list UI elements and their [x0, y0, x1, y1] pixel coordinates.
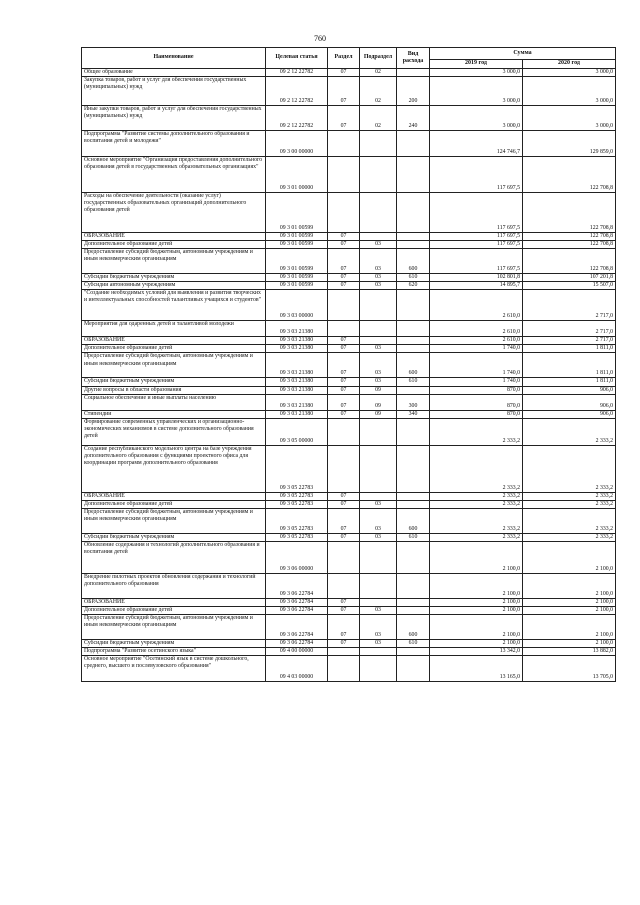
cell-expense-type: [397, 157, 430, 193]
header-name: Наименование: [82, 48, 266, 69]
cell-expense-type: 610: [397, 533, 430, 541]
header-sum: Сумма: [430, 48, 616, 60]
cell-section: 07: [328, 241, 360, 249]
cell-section: 07: [328, 337, 360, 345]
cell-target-article: 09 3 01 00599: [266, 233, 328, 241]
cell-sum-2020: 122 708,8: [523, 193, 616, 233]
cell-expense-type: [397, 193, 430, 233]
cell-name: ОБРАЗОВАНИЕ: [82, 337, 266, 345]
cell-sum-2019: 870,0: [430, 394, 523, 410]
cell-target-article: 09 3 01 00599: [266, 241, 328, 249]
cell-subsection: 03: [360, 249, 397, 274]
table-row: [82, 353, 616, 378]
cell-sum-2019: 117 697,5: [430, 249, 523, 274]
cell-sum-2019: 2 333,2: [430, 445, 523, 492]
cell-expense-type: 600: [397, 614, 430, 639]
cell-sum-2020: 2 717,0: [523, 290, 616, 321]
cell-sum-2020: 906,0: [523, 410, 616, 418]
cell-expense-type: 600: [397, 353, 430, 378]
cell-name: Предоставление субсидий бюджетным, автономным учреждениям и иным некоммерческим организациям: [82, 614, 266, 639]
cell-subsection: [360, 656, 397, 682]
cell-target-article: 09 3 01 00599: [266, 274, 328, 282]
cell-sum-2019: 3 000,0: [430, 69, 523, 77]
cell-sum-2020: 1 811,0: [523, 378, 616, 386]
cell-sum-2019: 117 697,5: [430, 241, 523, 249]
cell-section: 07: [328, 282, 360, 290]
cell-subsection: [360, 598, 397, 606]
cell-expense-type: [397, 445, 430, 492]
cell-subsection: 09: [360, 394, 397, 410]
cell-name: Закупка товаров, работ и услуг для обеспечения государственных (муниципальных) нужд: [82, 77, 266, 106]
table-row: [82, 282, 616, 290]
cell-sum-2019: 2 100,0: [430, 573, 523, 598]
cell-target-article: 09 4 03 00000: [266, 656, 328, 682]
cell-name: Расходы на обеспечение деятельности (оказание услуг) государственных образовательных организаций дополнительного образования детей: [82, 193, 266, 233]
cell-sum-2020: 15 507,0: [523, 282, 616, 290]
cell-expense-type: [397, 345, 430, 353]
cell-subsection: 02: [360, 77, 397, 106]
cell-expense-type: 340: [397, 410, 430, 418]
table-row: [82, 77, 616, 106]
cell-sum-2019: 870,0: [430, 410, 523, 418]
header-expense-type: Вид расхода: [397, 48, 430, 69]
header-section: Раздел: [328, 48, 360, 69]
cell-sum-2020: 107 201,8: [523, 274, 616, 282]
cell-section: 07: [328, 492, 360, 500]
cell-section: 07: [328, 614, 360, 639]
cell-sum-2019: 2 100,0: [430, 541, 523, 573]
cell-sum-2020: 13 705,0: [523, 656, 616, 682]
cell-target-article: 09 3 03 21380: [266, 386, 328, 394]
cell-subsection: [360, 573, 397, 598]
cell-section: 07: [328, 639, 360, 647]
cell-name: Субсидии бюджетным учреждениям: [82, 533, 266, 541]
table-row: [82, 445, 616, 492]
cell-sum-2020: 122 708,8: [523, 157, 616, 193]
table-row: [82, 410, 616, 418]
cell-sum-2019: 117 697,5: [430, 157, 523, 193]
cell-subsection: 09: [360, 386, 397, 394]
cell-subsection: [360, 337, 397, 345]
table-row: [82, 321, 616, 337]
cell-sum-2019: 124 746,7: [430, 131, 523, 157]
table-row: [82, 418, 616, 445]
cell-expense-type: [397, 648, 430, 656]
cell-sum-2019: 2 333,2: [430, 508, 523, 533]
cell-target-article: 09 3 03 21380: [266, 353, 328, 378]
cell-section: 07: [328, 606, 360, 614]
cell-sum-2019: 2 100,0: [430, 614, 523, 639]
cell-name: ОБРАЗОВАНИЕ: [82, 492, 266, 500]
cell-target-article: 09 3 05 22783: [266, 508, 328, 533]
cell-sum-2020: 3 000,0: [523, 106, 616, 131]
cell-target-article: 09 3 06 22784: [266, 606, 328, 614]
cell-name: Стипендии: [82, 410, 266, 418]
cell-expense-type: 240: [397, 106, 430, 131]
cell-sum-2020: 2 100,0: [523, 541, 616, 573]
cell-name: Основное мероприятие "Осетинский язык в системе дошкольного, среднего, высшего и послевузовского образования": [82, 656, 266, 682]
cell-subsection: [360, 492, 397, 500]
cell-section: 07: [328, 410, 360, 418]
cell-section: 07: [328, 394, 360, 410]
table-row: [82, 508, 616, 533]
cell-sum-2019: 2 100,0: [430, 639, 523, 647]
cell-target-article: 09 2 12 22782: [266, 106, 328, 131]
cell-expense-type: [397, 337, 430, 345]
cell-sum-2020: 13 882,0: [523, 648, 616, 656]
cell-subsection: [360, 131, 397, 157]
cell-sum-2019: 2 333,2: [430, 492, 523, 500]
cell-expense-type: [397, 131, 430, 157]
cell-expense-type: [397, 606, 430, 614]
cell-subsection: [360, 321, 397, 337]
cell-expense-type: 600: [397, 249, 430, 274]
cell-section: 07: [328, 77, 360, 106]
cell-sum-2019: 3 000,0: [430, 77, 523, 106]
cell-expense-type: 610: [397, 378, 430, 386]
cell-subsection: 03: [360, 274, 397, 282]
header-year-2019: 2019 год: [430, 60, 523, 69]
cell-subsection: 03: [360, 282, 397, 290]
cell-sum-2020: 2 100,0: [523, 614, 616, 639]
cell-sum-2019: 117 697,5: [430, 233, 523, 241]
cell-name: Дополнительное образование детей: [82, 345, 266, 353]
cell-sum-2020: 2 333,2: [523, 492, 616, 500]
cell-expense-type: 610: [397, 274, 430, 282]
cell-section: [328, 321, 360, 337]
table-row: [82, 492, 616, 500]
table-row: [82, 157, 616, 193]
cell-sum-2020: 2 333,2: [523, 533, 616, 541]
cell-target-article: 09 3 01 00000: [266, 157, 328, 193]
cell-name: Внедрение пилотных проектов обновления содержания и технологий дополнительного образования: [82, 573, 266, 598]
cell-target-article: 09 4 00 00000: [266, 648, 328, 656]
cell-sum-2020: 2 717,0: [523, 321, 616, 337]
cell-subsection: 03: [360, 614, 397, 639]
cell-target-article: 09 3 05 22783: [266, 500, 328, 508]
table-row: [82, 241, 616, 249]
cell-expense-type: [397, 598, 430, 606]
cell-sum-2020: 2 333,2: [523, 508, 616, 533]
cell-target-article: 09 3 01 00599: [266, 282, 328, 290]
cell-sum-2020: 2 717,0: [523, 337, 616, 345]
cell-subsection: 02: [360, 106, 397, 131]
cell-name: Мероприятия для одаренных детей и талантливой молодежи: [82, 321, 266, 337]
table-row: [82, 290, 616, 321]
cell-subsection: 09: [360, 410, 397, 418]
cell-sum-2019: 2 100,0: [430, 598, 523, 606]
cell-section: [328, 418, 360, 445]
cell-target-article: 09 3 03 21380: [266, 394, 328, 410]
cell-sum-2019: 2 333,2: [430, 533, 523, 541]
cell-expense-type: [397, 492, 430, 500]
cell-sum-2020: 906,0: [523, 394, 616, 410]
cell-sum-2020: 2 100,0: [523, 573, 616, 598]
cell-sum-2020: 1 811,0: [523, 353, 616, 378]
table-row: [82, 598, 616, 606]
cell-subsection: 03: [360, 345, 397, 353]
cell-sum-2019: 870,0: [430, 386, 523, 394]
cell-name: ОБРАЗОВАНИЕ: [82, 233, 266, 241]
cell-section: 07: [328, 345, 360, 353]
cell-sum-2020: 2 100,0: [523, 639, 616, 647]
cell-sum-2020: 2 333,2: [523, 418, 616, 445]
cell-target-article: 09 3 06 22784: [266, 639, 328, 647]
table-row: [82, 378, 616, 386]
cell-subsection: [360, 157, 397, 193]
cell-subsection: [360, 290, 397, 321]
cell-expense-type: [397, 418, 430, 445]
header-year-2020: 2020 год: [523, 60, 616, 69]
cell-subsection: 03: [360, 639, 397, 647]
cell-name: Дополнительное образование детей: [82, 500, 266, 508]
cell-sum-2019: 102 801,8: [430, 274, 523, 282]
cell-target-article: 09 3 03 21380: [266, 345, 328, 353]
cell-name: Социальное обеспечение и иные выплаты населению: [82, 394, 266, 410]
cell-name: Субсидии бюджетным учреждениям: [82, 639, 266, 647]
page-number: 760: [314, 34, 326, 43]
cell-name: Подпрограмма "Развитие осетинского языка": [82, 648, 266, 656]
cell-subsection: 03: [360, 378, 397, 386]
cell-name: Подпрограмма "Развитие системы дополнительного образования и воспитания детей и молодежи": [82, 131, 266, 157]
cell-name: Другие вопросы в области образования: [82, 386, 266, 394]
cell-expense-type: 200: [397, 77, 430, 106]
table-row: [82, 193, 616, 233]
cell-sum-2020: 122 708,8: [523, 249, 616, 274]
cell-name: Обновление содержания и технологий дополнительного образования и воспитания детей: [82, 541, 266, 573]
cell-sum-2019: 2 333,2: [430, 418, 523, 445]
cell-section: 07: [328, 378, 360, 386]
cell-sum-2019: 3 000,0: [430, 106, 523, 131]
table-row: [82, 648, 616, 656]
cell-sum-2020: 2 100,0: [523, 598, 616, 606]
cell-target-article: 09 3 03 21380: [266, 321, 328, 337]
cell-sum-2020: 3 000,0: [523, 69, 616, 77]
cell-section: 07: [328, 233, 360, 241]
cell-expense-type: [397, 69, 430, 77]
cell-sum-2020: 129 859,0: [523, 131, 616, 157]
cell-subsection: 03: [360, 353, 397, 378]
cell-sum-2020: 2 333,2: [523, 445, 616, 492]
cell-sum-2020: 3 000,0: [523, 77, 616, 106]
cell-sum-2019: 2 610,0: [430, 321, 523, 337]
cell-target-article: 09 2 12 22782: [266, 77, 328, 106]
budget-table: [81, 47, 616, 682]
cell-section: 07: [328, 500, 360, 508]
cell-sum-2020: 906,0: [523, 386, 616, 394]
cell-name: Дополнительное образование детей: [82, 241, 266, 249]
cell-target-article: 09 3 00 00000: [266, 131, 328, 157]
cell-subsection: 03: [360, 533, 397, 541]
table-row: [82, 533, 616, 541]
cell-target-article: 09 3 06 22784: [266, 573, 328, 598]
cell-name: Предоставление субсидий бюджетным, автономным учреждениям и иным некоммерческим организациям: [82, 508, 266, 533]
cell-target-article: 09 3 01 00599: [266, 193, 328, 233]
cell-subsection: [360, 445, 397, 492]
cell-section: [328, 290, 360, 321]
cell-sum-2019: 13 165,0: [430, 656, 523, 682]
cell-section: [328, 648, 360, 656]
cell-sum-2019: 117 697,5: [430, 193, 523, 233]
table-row: [82, 337, 616, 345]
cell-name: Общее образование: [82, 69, 266, 77]
cell-sum-2020: 122 708,8: [523, 233, 616, 241]
cell-name: ОБРАЗОВАНИЕ: [82, 598, 266, 606]
cell-section: [328, 193, 360, 233]
header-subsection: Подраздел: [360, 48, 397, 69]
cell-expense-type: [397, 656, 430, 682]
cell-section: [328, 541, 360, 573]
table-row: [82, 274, 616, 282]
cell-expense-type: 610: [397, 639, 430, 647]
table-row: [82, 249, 616, 274]
table-row: [82, 639, 616, 647]
table-row: [82, 606, 616, 614]
table-row: [82, 106, 616, 131]
cell-section: 07: [328, 274, 360, 282]
cell-name: "Создание необходимых условий для выявления и развития творческих и интеллектуальных способностей талантливых учащихся и студентов": [82, 290, 266, 321]
cell-subsection: [360, 541, 397, 573]
cell-target-article: 09 3 03 21380: [266, 410, 328, 418]
cell-target-article: 09 3 01 00599: [266, 249, 328, 274]
cell-target-article: 09 3 06 00000: [266, 541, 328, 573]
cell-sum-2019: 2 100,0: [430, 606, 523, 614]
cell-name: Создание республиканского модельного центра на базе учреждения дополнительного образования с функциями проектного офиса для координации программ дополнительного образования: [82, 445, 266, 492]
table-row: [82, 386, 616, 394]
cell-expense-type: [397, 241, 430, 249]
cell-expense-type: [397, 290, 430, 321]
cell-expense-type: [397, 573, 430, 598]
cell-subsection: 02: [360, 69, 397, 77]
cell-section: 07: [328, 386, 360, 394]
table-row: [82, 394, 616, 410]
cell-expense-type: 620: [397, 282, 430, 290]
cell-sum-2019: 1 740,0: [430, 353, 523, 378]
cell-name: Формирование современных управленческих и организационно-экономических механизмов в системе дополнительного образования детей: [82, 418, 266, 445]
cell-subsection: 03: [360, 606, 397, 614]
cell-section: [328, 656, 360, 682]
cell-target-article: 09 2 12 22782: [266, 69, 328, 77]
cell-section: 07: [328, 69, 360, 77]
cell-name: Дополнительное образование детей: [82, 606, 266, 614]
cell-sum-2019: 2 610,0: [430, 337, 523, 345]
cell-subsection: 03: [360, 500, 397, 508]
header-target-article: Целевая статья: [266, 48, 328, 69]
cell-section: [328, 131, 360, 157]
cell-target-article: 09 3 03 21380: [266, 378, 328, 386]
cell-expense-type: 600: [397, 508, 430, 533]
cell-expense-type: [397, 321, 430, 337]
cell-sum-2020: 122 708,8: [523, 241, 616, 249]
cell-expense-type: 300: [397, 394, 430, 410]
cell-expense-type: [397, 233, 430, 241]
cell-target-article: 09 3 03 00000: [266, 290, 328, 321]
table-row: [82, 131, 616, 157]
cell-target-article: 09 3 06 22784: [266, 598, 328, 606]
cell-section: 07: [328, 598, 360, 606]
cell-name: Предоставление субсидий бюджетным, автономным учреждениям и иным некоммерческим организациям: [82, 353, 266, 378]
cell-sum-2019: 1 740,0: [430, 345, 523, 353]
cell-target-article: 09 3 03 21380: [266, 337, 328, 345]
cell-section: [328, 157, 360, 193]
cell-expense-type: [397, 500, 430, 508]
table-row: [82, 345, 616, 353]
cell-section: 07: [328, 106, 360, 131]
table-row: [82, 614, 616, 639]
cell-section: [328, 445, 360, 492]
cell-sum-2019: 14 895,7: [430, 282, 523, 290]
cell-target-article: 09 3 06 22784: [266, 614, 328, 639]
cell-name: Субсидии бюджетным учреждениям: [82, 378, 266, 386]
cell-sum-2019: 1 740,0: [430, 378, 523, 386]
cell-section: 07: [328, 353, 360, 378]
cell-name: Иные закупки товаров, работ и услуг для обеспечения государственных (муниципальных) нужд: [82, 106, 266, 131]
cell-sum-2019: 2 333,2: [430, 500, 523, 508]
cell-sum-2020: 2 333,2: [523, 500, 616, 508]
cell-subsection: [360, 418, 397, 445]
cell-sum-2019: 2 610,0: [430, 290, 523, 321]
table-body: [82, 69, 616, 682]
table-row: [82, 69, 616, 77]
cell-sum-2020: 1 811,0: [523, 345, 616, 353]
table-row: [82, 541, 616, 573]
cell-sum-2019: 13 342,0: [430, 648, 523, 656]
cell-section: 07: [328, 533, 360, 541]
cell-target-article: 09 3 05 22783: [266, 492, 328, 500]
cell-name: Предоставление субсидий бюджетным, автономным учреждениям и иным некоммерческим организациям: [82, 249, 266, 274]
table-row: [82, 233, 616, 241]
cell-target-article: 09 3 05 00000: [266, 418, 328, 445]
cell-section: 07: [328, 249, 360, 274]
cell-section: [328, 573, 360, 598]
cell-subsection: [360, 233, 397, 241]
cell-name: Основное мероприятие "Организация предоставления дополнительного образования детей в государственных образовательных организациях": [82, 157, 266, 193]
cell-target-article: 09 3 05 22783: [266, 533, 328, 541]
cell-subsection: 03: [360, 508, 397, 533]
cell-subsection: [360, 648, 397, 656]
table-row: [82, 500, 616, 508]
cell-section: 07: [328, 508, 360, 533]
cell-name: Субсидии бюджетным учреждениям: [82, 274, 266, 282]
cell-expense-type: [397, 541, 430, 573]
cell-name: Субсидии автономным учреждениям: [82, 282, 266, 290]
table-row: [82, 656, 616, 682]
cell-expense-type: [397, 386, 430, 394]
cell-subsection: [360, 193, 397, 233]
cell-sum-2020: 2 100,0: [523, 606, 616, 614]
cell-target-article: 09 3 05 22783: [266, 445, 328, 492]
cell-subsection: 03: [360, 241, 397, 249]
table-row: [82, 573, 616, 598]
